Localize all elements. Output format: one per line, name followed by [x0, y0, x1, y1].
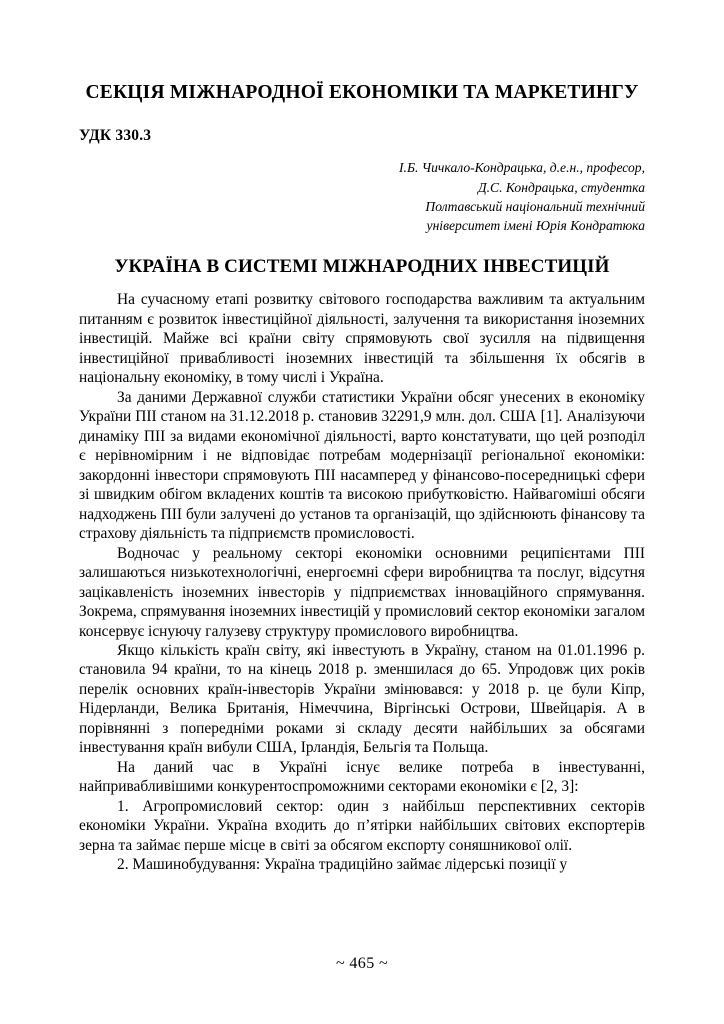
- paragraph: На даний час в Україні існує велике потреба в інвестуванні, найпривабливішими конкурентоспроможними секторами економіки є [2, 3]:: [79, 758, 645, 796]
- body-text: [79, 278, 645, 875]
- paragraph: Якщо кількість країн світу, які інвестують в Україну, станом на 01.01.1996 р. становила 94 країни, то на кінець 2018 р. зменшилася до 65. Упродовж цих років перелік основних країн-інвесторів України змінювався: у 2018 р. це були Кіпр, Нідерланди, Велика Британія, Німеччина, Віргінські Острови, Швейцарія. А в порівнянні з попередніми роками зі складу десяти найбільших за обсягами інвестування країн вибули США, Ірландія, Бельгія та Польща.: [79, 642, 645, 757]
- paragraph: За даними Державної служби статистики України обсяг унесених в економіку України ПІІ станом на 31.12.2018 р. становив 32291,9 млн. дол. США [1]. Аналізуючи динаміку ПІІ за видами економічної діяльності, варто констатувати, що цей розподіл є нерівномірним і не відповідає потребам модернізації регіональної економіки: закордонні інвестори спрямовують ПІІ насамперед у фінансово-посередницькі сфери зі швидким обігом вкладених коштів та високою прибутковістю. Найвагоміші обсяги надходжень ПІІ були залучені до установ та організацій, що здійснюють фінансову та страхову діяльність та підприємств промисловості.: [79, 388, 645, 543]
- section-heading: СЕКЦІЯ МІЖНАРОДНОЇ ЕКОНОМІКИ ТА МАРКЕТИНГУ: [85, 82, 639, 103]
- paragraph: 2. Машинобудування: Україна традиційно займає лідерські позиції у: [117, 856, 568, 874]
- udc-code: УДК 330.3: [79, 127, 152, 145]
- author-block: [79, 145, 645, 235]
- article-title: УКРАЇНА В СИСТЕМІ МІЖНАРОДНИХ ІНВЕСТИЦІЙ: [114, 255, 610, 277]
- paragraph: 1. Агропромисловий сектор: один з найбільш перспективних секторів економіки України. Україна входить до п’ятірки найбільших світових експортерів зерна та займає перше місце в світі за обсягом експорту соняшникової олії.: [79, 797, 645, 854]
- document-content: [79, 0, 645, 875]
- author-line-primary: І.Б. Чичкало-Кондрацька, д.е.н., професор,: [399, 160, 645, 176]
- paragraph: Водночас у реальному секторі економіки основними реципієнтами ПІІ залишаються низькотехнологічні, енергоємні сфери виробництва та послуг, відсутня зацікавленість іноземних інвесторів у підприємствах інноваційного спрямування. Зокрема, спрямування іноземних інвестицій у промисловий сектор економіки загалом консервує існуючу галузеву структуру промислового виробництва.: [79, 544, 645, 640]
- paragraph: На сучасному етапі розвитку світового господарства важливим та актуальним питанням є розвиток інвестиційної діяльності, залучення та використання іноземних інвестицій. Майже всі країни світу спрямовують свої зусилля на підвищення інвестиційної привабливості іноземних інвестицій та збільшення їх обсягів в національну економіку, в тому числі і Україна.: [79, 291, 645, 387]
- author-line-secondary: Д.С. Кондрацька, студентка: [478, 179, 645, 195]
- affiliation-line-1: Полтавський національний технічний: [425, 198, 645, 214]
- page-number: ~ 465 ~: [335, 955, 389, 972]
- affiliation-line-2: університет імені Юрія Кондратюка: [426, 218, 645, 234]
